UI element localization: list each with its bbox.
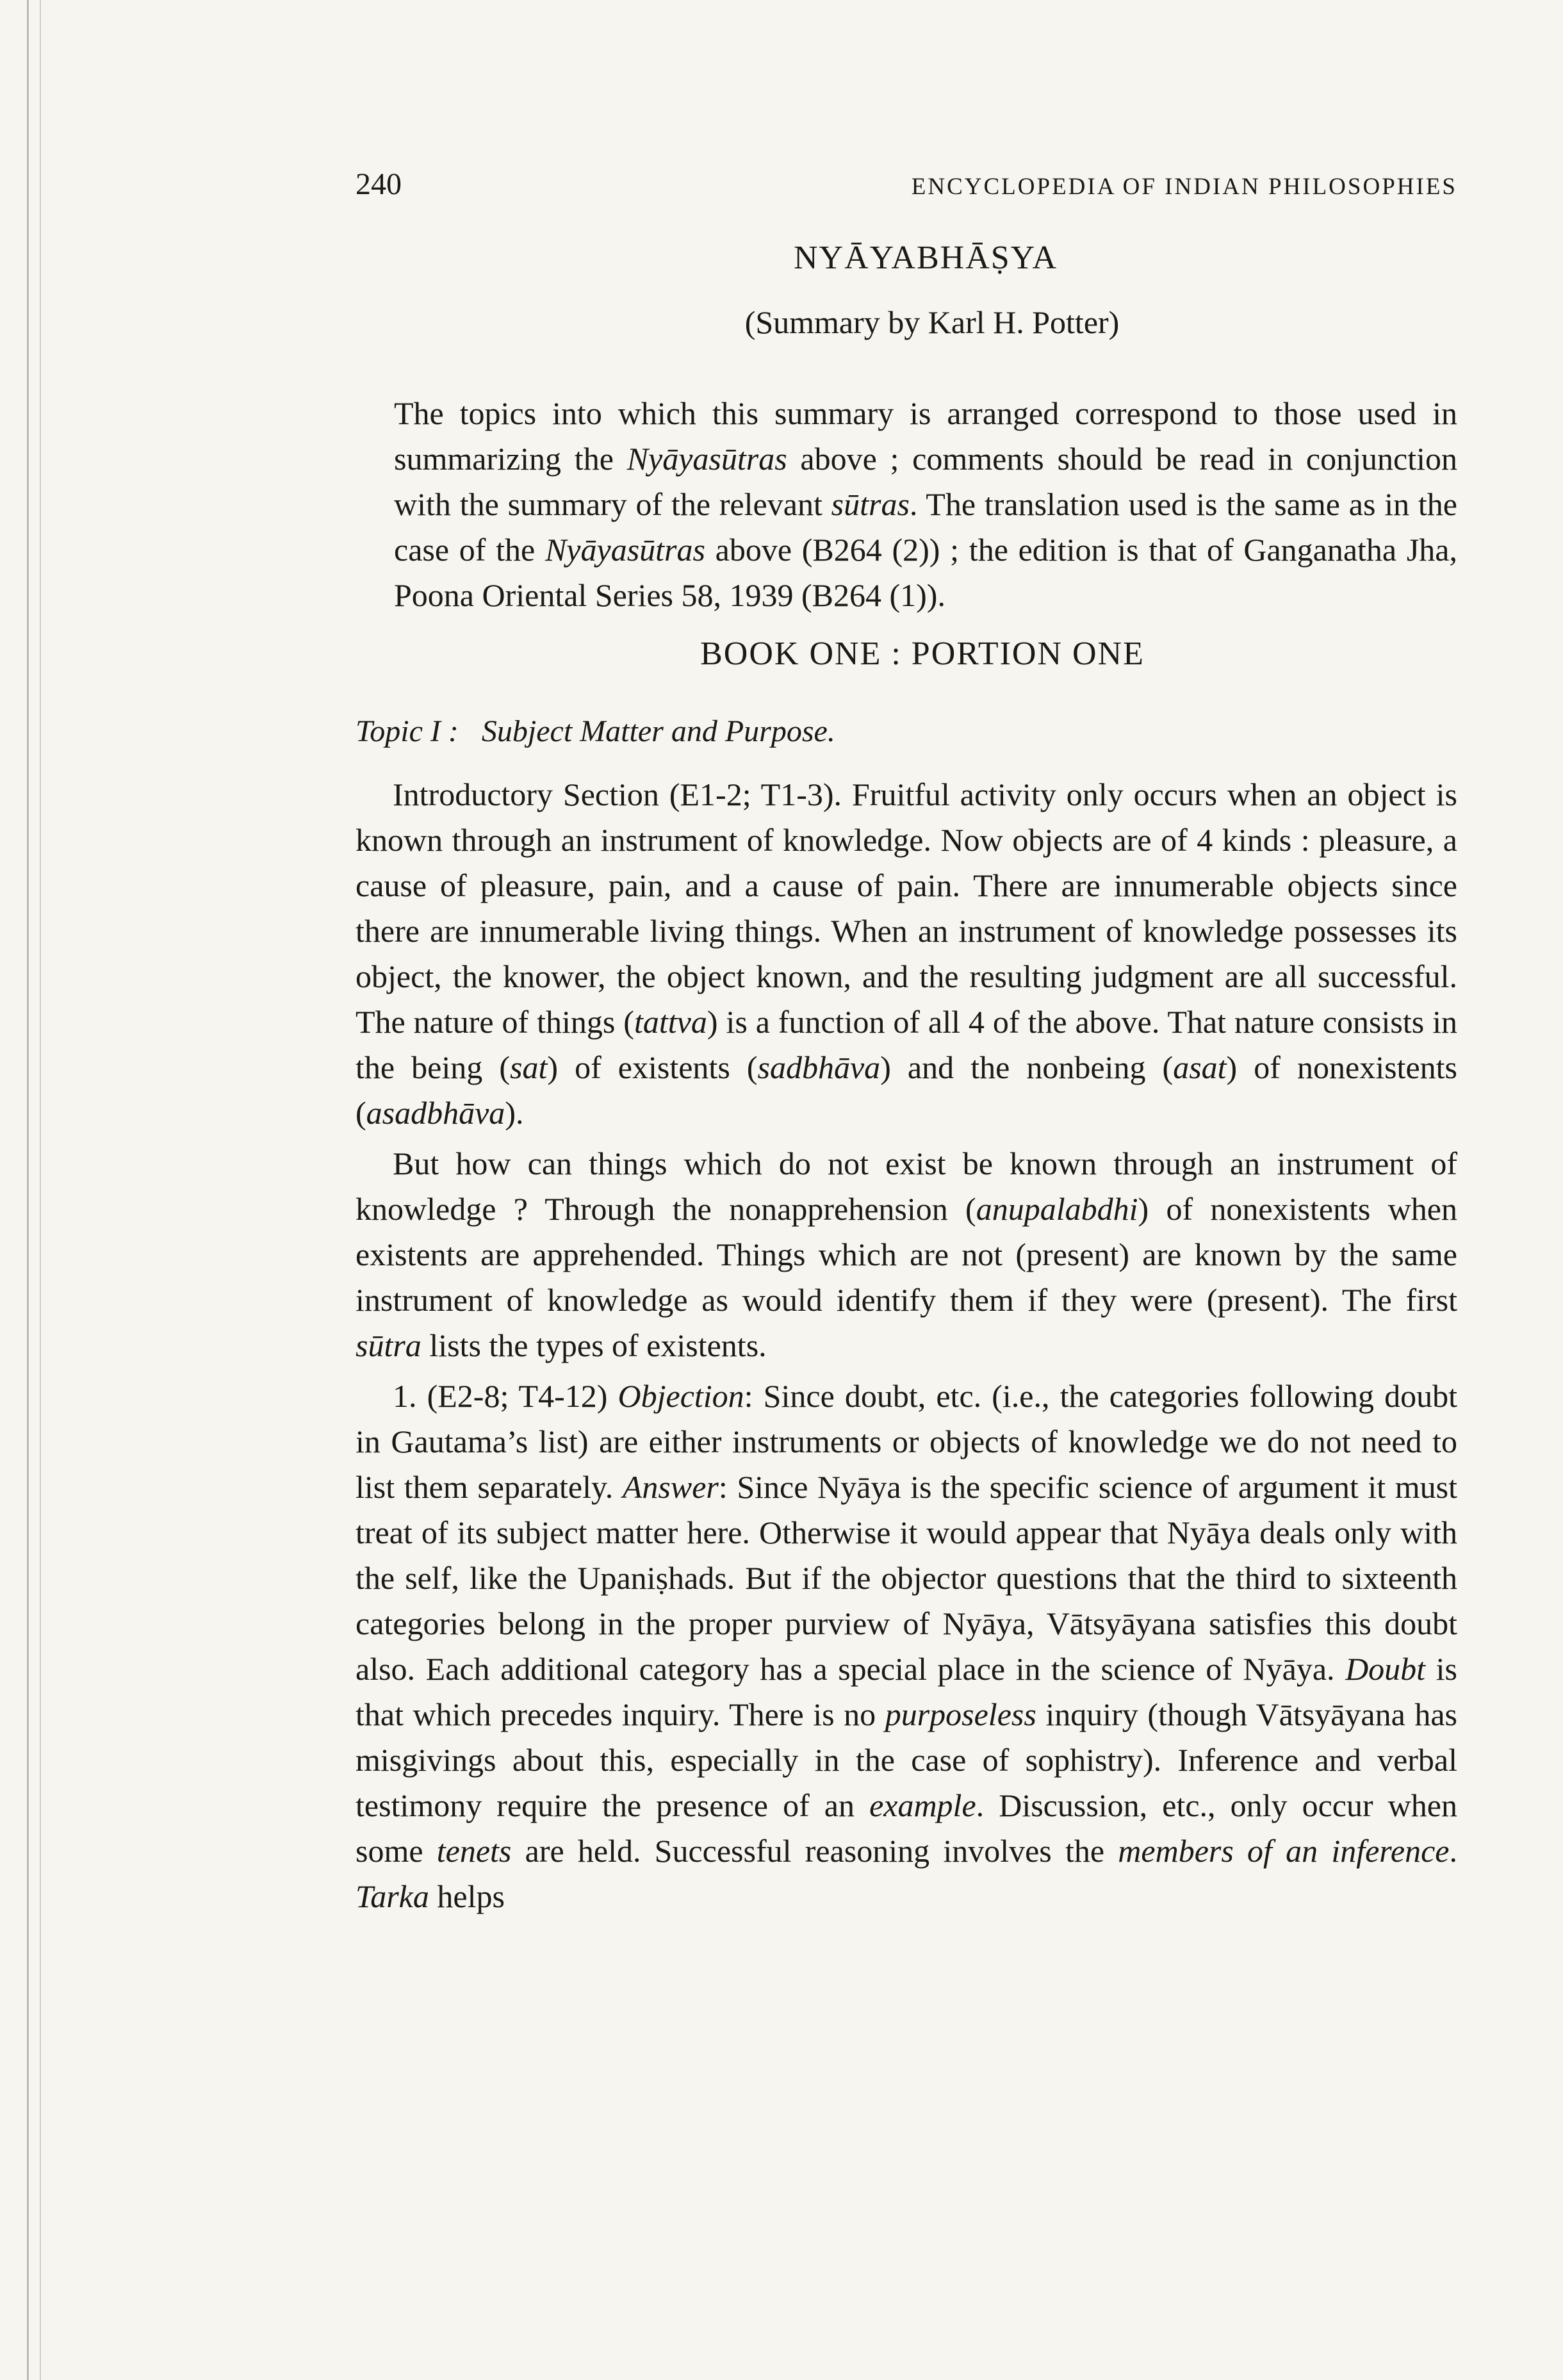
intro-emphasis-1: Nyāyasūtras xyxy=(626,441,787,477)
para3-emphasis-3: Doubt xyxy=(1345,1651,1426,1687)
page-margin-rule xyxy=(27,0,29,2380)
para3-emphasis-6: tenets xyxy=(436,1833,512,1869)
para3-emphasis-5: example xyxy=(869,1787,976,1823)
para1-text-6: ). xyxy=(505,1095,524,1131)
intro-emphasis-2: sūtras xyxy=(831,486,910,522)
topic-title: Subject Matter and Purpose. xyxy=(481,714,835,748)
para3-text-9: helps xyxy=(429,1878,505,1914)
para1-text-1: Introductory Section (E1-2; T1-3). Fruitful activity only occurs when an object is known through an instrument of knowledge. Now objects are of 4 kinds : pleasure, a cause of pleasure, pain, and a cause of pain. There are innumerable objects since there are innumerable living things. When an instrument of knowledge possesses its object, the knower, the object known, and the resulting judgment are all successful. The nature of things ( xyxy=(356,776,1457,1040)
para3-text-6: . Discussion, etc., only occur when some xyxy=(356,1787,1457,1869)
para3-emphasis-8: Tarka xyxy=(356,1878,429,1914)
para1-emphasis-2: sat xyxy=(509,1049,548,1085)
para1-emphasis-4: asat xyxy=(1173,1049,1227,1085)
document-title: NYĀYABHĀṢYA xyxy=(793,240,1058,276)
paragraph-sutra-1 xyxy=(356,1374,1457,1919)
para2-emphasis-1: anupalabdhi xyxy=(976,1191,1138,1227)
para3-emphasis-2: Answer xyxy=(622,1469,719,1505)
intro-text-4: above (B264 (2)) ; the edition is that of Ganganatha Jha, Poona Oriental Series 58, 1939 (B264 (1)). xyxy=(394,532,1457,613)
intro-paragraph xyxy=(394,391,1457,618)
byline: (Summary by Karl H. Potter) xyxy=(744,304,1120,340)
running-title: ENCYCLOPEDIA OF INDIAN PHILOSOPHIES xyxy=(911,174,1457,200)
para3-text-5: inquiry (though Vātsyāyana has misgivings about this, especially in the case of sophistry). Inference and verbal testimony require the presence of an xyxy=(356,1696,1457,1823)
page-header xyxy=(356,167,1457,202)
para3-text-7: are held. Successful reasoning involves the xyxy=(511,1833,1118,1869)
topic-heading xyxy=(356,714,1457,749)
para1-text-3: ) of existents ( xyxy=(547,1049,758,1085)
para1-text-4: ) and the nonbeing ( xyxy=(880,1049,1174,1085)
page-number: 240 xyxy=(356,167,402,201)
para3-emphasis-4: purposeless xyxy=(885,1696,1036,1732)
para3-text-4: is that which precedes inquiry. There is no xyxy=(356,1651,1457,1732)
paragraph-nonexistents xyxy=(356,1141,1457,1368)
page-margin-rule-inner xyxy=(40,0,41,2380)
paragraph-introductory-section xyxy=(356,772,1457,1136)
para3-text-8: . xyxy=(1449,1833,1457,1869)
para1-emphasis-5: asadbhāva xyxy=(366,1095,505,1131)
para3-emphasis-7: members of an inference xyxy=(1118,1833,1450,1869)
para1-emphasis-1: tattva xyxy=(634,1004,707,1040)
para2-text-1: But how can things which do not exist be known through an instrument of knowledge ? Through the nonapprehension ( xyxy=(356,1145,1457,1227)
intro-text-1: The topics into which this summary is arranged correspond to those used in summarizing the xyxy=(394,395,1457,477)
para3-emphasis-1: Objection xyxy=(618,1378,744,1414)
para1-text-5: ) of nonexistents ( xyxy=(356,1049,1457,1131)
para3-text-3: : Since Nyāya is the specific science of argument it must treat of its subject matter here. Otherwise it would appear that Nyāya deals only with the self, like the Upaniṣhads. But if the objector questions that the third to sixteenth categories belong in the proper purview of Nyāya, Vātsyāyana satisfies this doubt also. Each additional category has a special place in the science of Nyāya. xyxy=(356,1469,1457,1687)
para1-text-2: ) is a function of all 4 of the above. That nature consists in the being ( xyxy=(356,1004,1457,1085)
para2-emphasis-2: sūtra xyxy=(356,1327,421,1363)
section-heading: BOOK ONE : PORTION ONE xyxy=(700,636,1145,672)
intro-text-3: . The translation used is the same as in the case of the xyxy=(394,486,1457,568)
intro-text-2: above ; comments should be read in conjunction with the summary of the relevant xyxy=(394,441,1457,522)
page-body xyxy=(356,167,1457,1919)
para3-text-2: : Since doubt, etc. (i.e., the categories following doubt in Gautama’s list) are either instruments or objects of knowledge we do not need to list them separately. xyxy=(356,1378,1457,1505)
para3-text-1: 1. (E2-8; T4-12) xyxy=(393,1378,618,1414)
para2-text-3: lists the types of existents. xyxy=(421,1327,767,1363)
intro-emphasis-3: Nyāyasūtras xyxy=(544,532,705,568)
topic-label: Topic I : xyxy=(356,714,459,748)
para1-emphasis-3: sadbhāva xyxy=(757,1049,881,1085)
para2-text-2: ) of nonexistents when existents are apprehended. Things which are not (present) are known by the same instrument of knowledge as would identify them if they were (present). The first xyxy=(356,1191,1457,1318)
